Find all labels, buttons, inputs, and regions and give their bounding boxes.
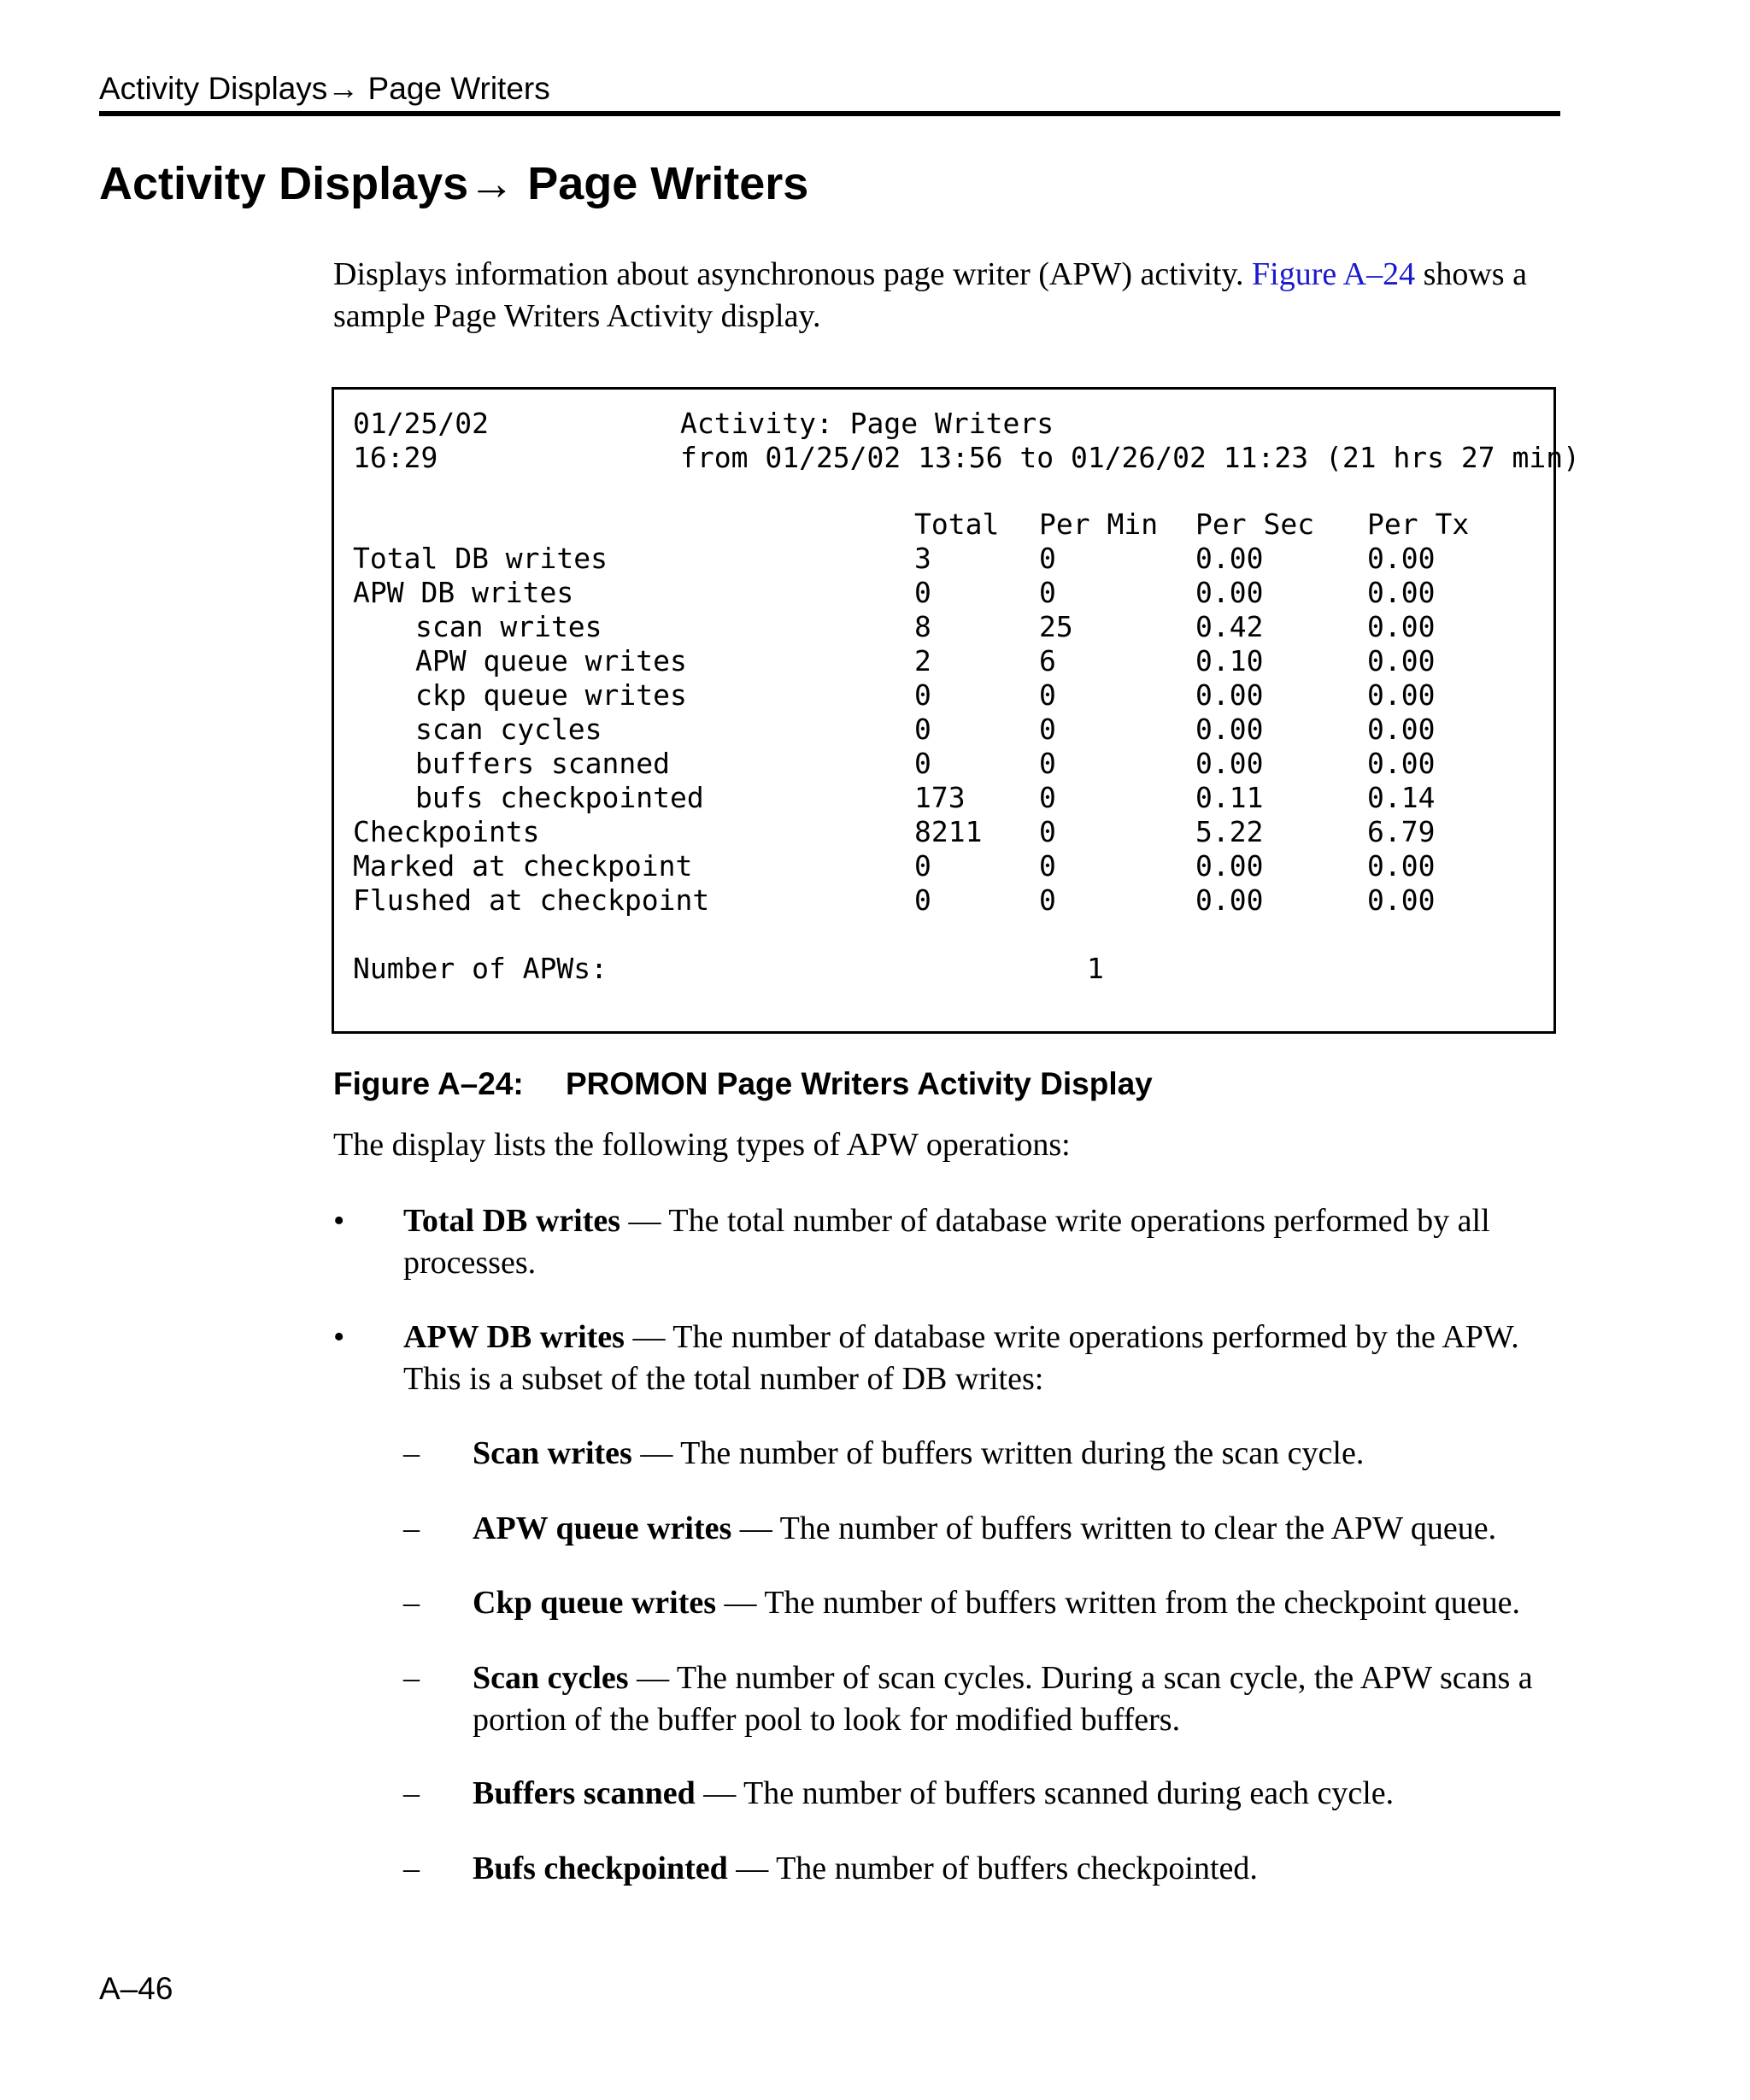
cell-per-tx: 0.00 [1367,576,1436,609]
row-label: Checkpoints [353,815,540,848]
bullet-mark: • [333,1203,345,1239]
cell-per-min: 0 [1039,815,1056,848]
figure-number: Figure A–24: [333,1066,524,1101]
cell-per-tx: 0.00 [1367,542,1436,575]
cell-total: 0 [914,713,931,746]
term: Bufs checkpointed [473,1851,728,1886]
cell-total: 0 [914,883,931,917]
column-header-per-sec: Per Sec [1195,507,1315,541]
promon-display [332,387,1580,1034]
description: — The number of buffers scanned during each cycle. [695,1775,1395,1811]
page-title-right: Page Writers [514,158,809,209]
header-rule [99,111,1560,116]
term: Scan writes [473,1435,632,1471]
page-number: A–46 [99,1971,173,2006]
running-header-right: Page Writers [359,71,550,106]
description: — The number of buffers written during the scan cycle. [631,1435,1365,1471]
page-title [99,154,808,214]
term: Scan cycles [473,1660,629,1696]
display-title: Activity: Page Writers [680,407,1054,440]
column-header-per-min: Per Min [1039,507,1159,541]
display-time: 16:29 [353,441,438,474]
term: APW DB writes [403,1319,625,1355]
dash-mark: – [403,1585,420,1621]
cell-per-min: 0 [1039,781,1056,814]
cell-per-sec: 0.00 [1195,849,1264,883]
cell-per-min: 0 [1039,747,1056,780]
list-item [473,1582,1575,1624]
term: Buffers scanned [473,1775,696,1811]
figure-title: PROMON Page Writers Activity Display [566,1066,1153,1101]
dash-mark: – [403,1435,420,1471]
row-label: Marked at checkpoint [353,849,693,883]
cell-per-sec: 0.00 [1195,713,1264,746]
description: — The number of buffers written to clear the APW queue. [731,1510,1497,1546]
cell-per-min: 0 [1039,678,1056,712]
cell-total: 173 [914,781,966,814]
cell-per-sec: 0.11 [1195,781,1264,814]
cell-per-min: 0 [1039,849,1056,883]
term: Ckp queue writes [473,1585,717,1621]
cell-per-min: 0 [1039,542,1056,575]
cell-per-sec: 0.10 [1195,644,1264,678]
dash-mark: – [403,1851,420,1886]
row-label: scan writes [415,610,602,643]
cell-per-sec: 0.00 [1195,576,1264,609]
cell-per-tx: 0.00 [1367,849,1436,883]
cell-per-tx: 0.00 [1367,610,1436,643]
description: — The total number of database write operations performed by all processes. [403,1203,1490,1281]
dash-mark: – [403,1660,420,1696]
figure-caption [333,1064,1153,1105]
cell-per-sec: 0.00 [1195,542,1264,575]
column-header-per-tx: Per Tx [1367,507,1470,541]
cell-total: 8211 [914,815,983,848]
row-label: buffers scanned [415,747,671,780]
description: — The number of scan cycles. During a scan cycle, the APW scans a portion of the buffer pool to look for modified buffers. [473,1660,1533,1738]
cell-per-sec: 0.42 [1195,610,1264,643]
row-label: APW queue writes [415,644,687,678]
cell-per-tx: 0.14 [1367,781,1436,814]
list-item [473,1508,1575,1550]
column-header-total: Total [914,507,1000,541]
display-range: from 01/25/02 13:56 to 01/26/02 11:23 (21 hrs 27 min) [680,441,1580,474]
apw-count-value: 1 [1087,952,1104,985]
list-item [473,1433,1575,1475]
row-label: APW DB writes [353,576,574,609]
running-header [99,67,550,111]
description: — The number of buffers checkpointed. [727,1851,1258,1886]
list-item [473,1773,1575,1815]
cell-total: 2 [914,644,931,678]
cell-per-min: 6 [1039,644,1056,678]
cell-per-sec: 0.00 [1195,747,1264,780]
display-date: 01/25/02 [353,407,489,440]
cell-total: 0 [914,747,931,780]
apw-count-label: Number of APWs: [353,952,608,985]
cell-per-min: 0 [1039,576,1056,609]
lead-sentence: The display lists the following types of APW operations: [333,1127,1071,1163]
running-header-arrow: → [327,71,360,106]
cell-total: 8 [914,610,931,643]
description: — The number of buffers written from the checkpoint queue. [716,1585,1520,1621]
row-label: scan cycles [415,713,602,746]
cell-per-tx: 0.00 [1367,713,1436,746]
term: Total DB writes [403,1203,621,1239]
bullet-mark: • [333,1319,345,1355]
list-item [473,1848,1575,1890]
cell-total: 0 [914,576,931,609]
dash-mark: – [403,1775,420,1811]
row-label: ckp queue writes [415,678,687,712]
list-item [403,1200,1548,1284]
intro-paragraph [333,254,1572,337]
row-label: Total DB writes [353,542,608,575]
term: APW queue writes [473,1510,732,1546]
description: — The number of database write operations performed by the APW. This is a subset of the total number of DB writes: [403,1319,1519,1397]
cell-per-tx: 0.00 [1367,678,1436,712]
list-item [473,1657,1549,1741]
cell-total: 0 [914,849,931,883]
row-label: bufs checkpointed [415,781,704,814]
list-item [403,1317,1574,1400]
cell-per-sec: 5.22 [1195,815,1264,848]
page-title-arrow: → [468,158,515,209]
cell-total: 3 [914,542,931,575]
intro-text-before: Displays information about asynchronous page writer (APW) activity. [333,256,1253,292]
cell-per-min: 0 [1039,713,1056,746]
cell-per-min: 0 [1039,883,1056,917]
intro-text-after: shows a sample Page Writers Activity display. [333,256,1527,334]
cell-per-tx: 6.79 [1367,815,1436,848]
row-label: Flushed at checkpoint [353,883,710,917]
figure-link[interactable]: Figure A–24 [1252,256,1416,292]
cell-per-tx: 0.00 [1367,644,1436,678]
page-title-left: Activity Displays [99,158,469,209]
cell-per-tx: 0.00 [1367,883,1436,917]
cell-per-min: 25 [1039,610,1073,643]
dash-mark: – [403,1510,420,1546]
cell-per-sec: 0.00 [1195,678,1264,712]
cell-per-tx: 0.00 [1367,747,1436,780]
cell-per-sec: 0.00 [1195,883,1264,917]
running-header-left: Activity Displays [99,71,328,106]
cell-total: 0 [914,678,931,712]
